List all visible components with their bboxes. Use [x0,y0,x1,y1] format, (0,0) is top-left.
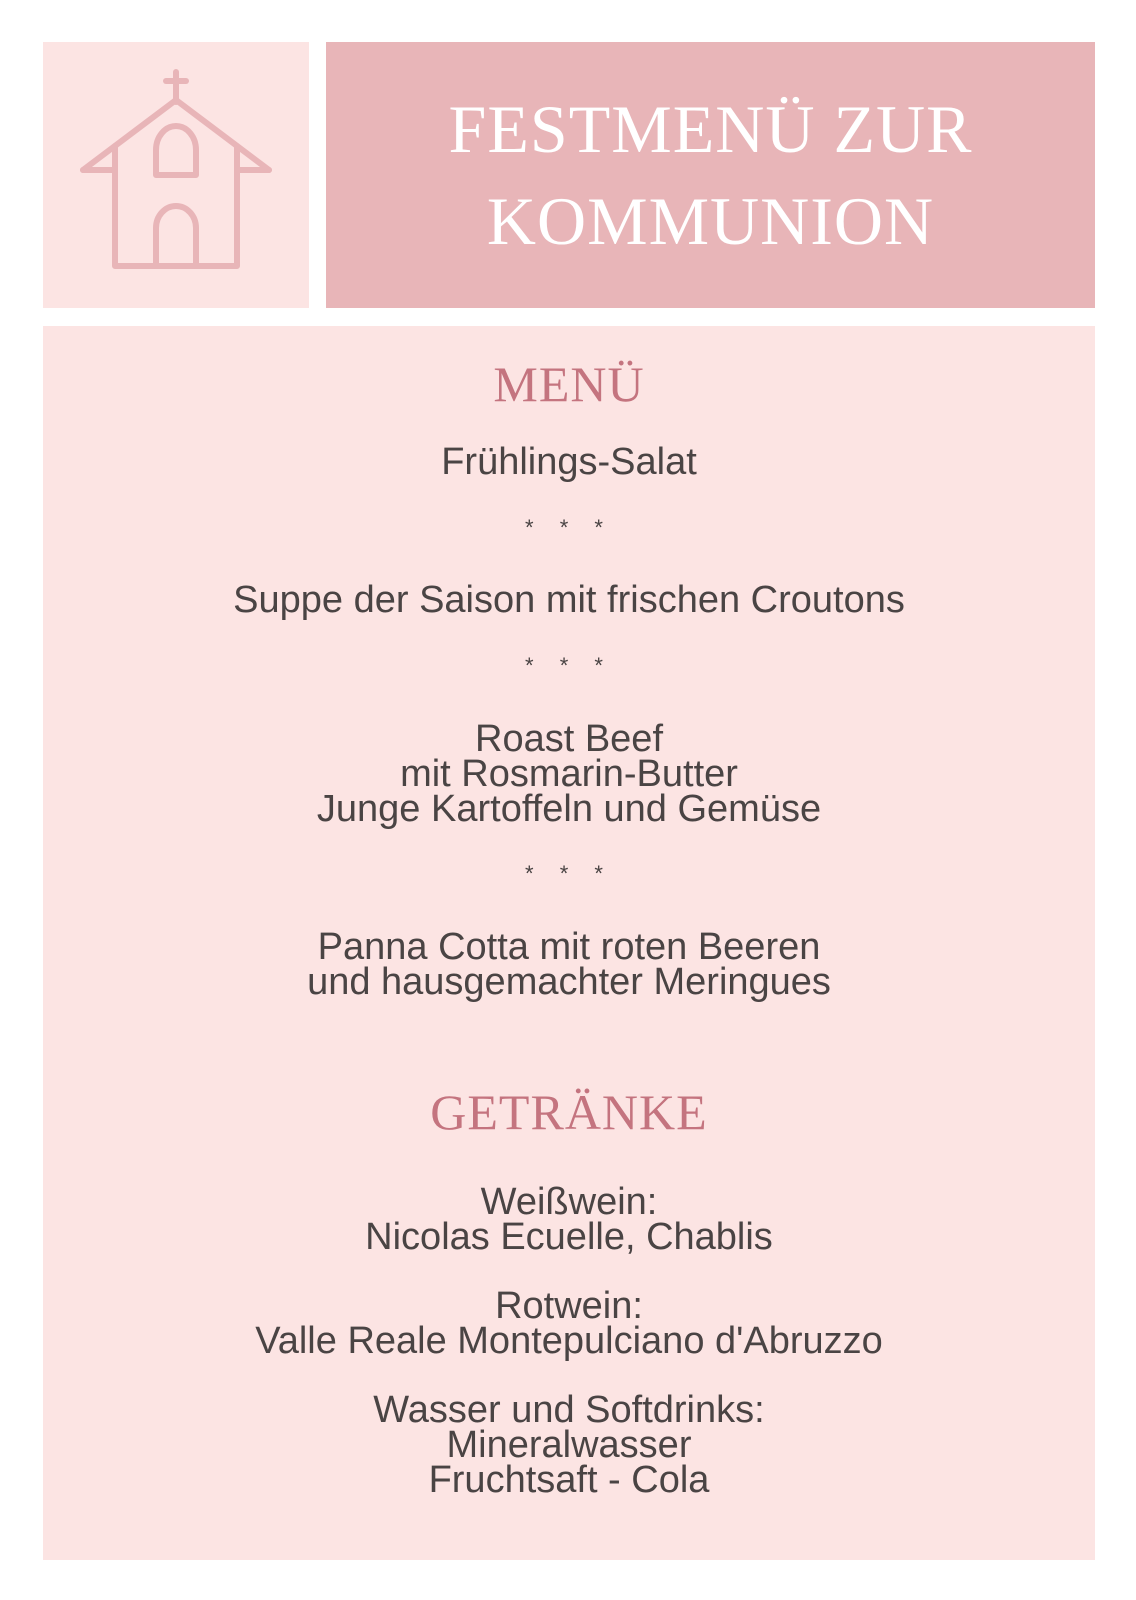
menu-heading: MENÜ [493,356,645,412]
course-soup [43,579,1095,621]
menu-card [43,326,1095,1560]
drink-group-red-wine [43,1285,1095,1362]
course-starter [43,441,1095,483]
drink-line: Rotwein: [495,1285,643,1327]
course-separator: * * * [525,653,613,678]
drink-group-softdrinks [43,1389,1095,1501]
drink-line: Wasser und Softdrinks: [373,1389,765,1431]
church-icon [43,42,309,308]
course-separator: * * * [525,861,613,886]
page-title-line-1: FESTMENÜ ZUR [448,91,973,167]
drink-line: Mineralwasser [446,1424,692,1466]
drink-line: Nicolas Ecuelle, Chablis [365,1216,773,1258]
drink-line: Weißwein: [480,1181,658,1223]
course-separator: * * * [525,515,613,540]
course-line: Roast Beef [475,718,663,760]
course-line: und hausgemachter Meringues [307,961,831,1003]
course-line: mit Rosmarin-Butter [400,753,738,795]
course-dessert [43,926,1095,1003]
course-line: Junge Kartoffeln und Gemüse [316,788,822,830]
drink-line: Fruchtsaft - Cola [428,1459,710,1501]
header-icon-box [43,42,309,308]
course-line: Panna Cotta mit roten Beeren [317,926,821,968]
course-line: Suppe der Saison mit frischen Croutons [233,579,905,621]
title-banner [326,42,1095,308]
course-line: Frühlings-Salat [441,441,697,483]
drink-line: Valle Reale Montepulciano d'Abruzzo [255,1320,883,1362]
drink-group-white-wine [43,1181,1095,1258]
drinks-heading: GETRÄNKE [430,1084,708,1140]
course-main [43,718,1095,830]
page-title-line-2: KOMMUNION [486,183,935,259]
